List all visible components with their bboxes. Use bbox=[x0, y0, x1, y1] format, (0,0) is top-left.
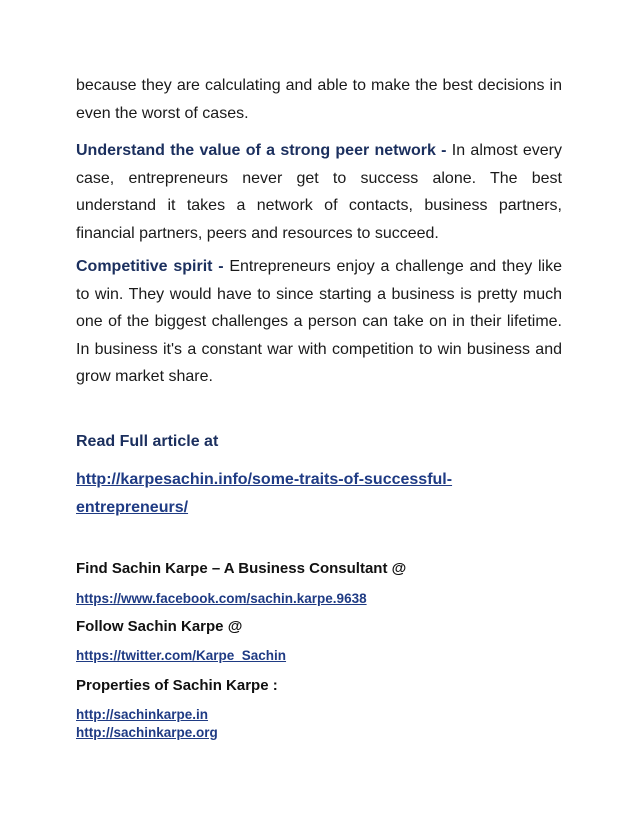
article-link-part1[interactable]: http://karpesachin.info/some-traits-of-successful- bbox=[76, 471, 453, 488]
twitter-link[interactable]: https://twitter.com/Karpe_Sachin bbox=[76, 648, 287, 663]
properties-label: Properties of Sachin Karpe : bbox=[76, 677, 278, 694]
peer-network-heading: Understand the value of a strong peer network - bbox=[76, 142, 447, 159]
property-links bbox=[76, 706, 218, 742]
site-link-in[interactable]: http://sachinkarpe.in bbox=[76, 707, 209, 722]
article-link-part2[interactable]: entrepreneurs/ bbox=[76, 498, 189, 516]
paragraph-competitive-spirit bbox=[76, 253, 562, 391]
paragraph-peer-network bbox=[76, 137, 562, 247]
article-link-block bbox=[76, 466, 562, 521]
peer-network-text: In almost every case, entrepreneurs never get to success alone. The best understand it takes a network of contacts, business partners, financial partners, peers and resources to succeed. bbox=[76, 142, 562, 242]
competitive-spirit-text: Entrepreneurs enjoy a challenge and they like to win. They would have to since starting a business is pretty much one of the biggest challenges a person can take on in their lifetime. In business it's a constant war with competition to win business and grow market share. bbox=[76, 258, 563, 385]
read-article-heading bbox=[76, 428, 562, 456]
facebook-link-line bbox=[76, 590, 367, 608]
twitter-link-line bbox=[76, 647, 286, 665]
find-consultant-label: Find Sachin Karpe – A Business Consultant @ bbox=[76, 560, 407, 577]
competitive-spirit-heading: Competitive spirit - bbox=[76, 258, 224, 275]
follow-label: Follow Sachin Karpe @ bbox=[76, 618, 243, 635]
paragraph-decisions-text: because they are calculating and able to make the best decisions in even the worst of cases. bbox=[76, 77, 562, 122]
paragraph-decisions bbox=[76, 72, 562, 127]
facebook-link[interactable]: https://www.facebook.com/sachin.karpe.9638 bbox=[76, 591, 367, 606]
site-link-org[interactable]: http://sachinkarpe.org bbox=[76, 725, 218, 740]
read-article-label: Read Full article at bbox=[76, 433, 219, 450]
